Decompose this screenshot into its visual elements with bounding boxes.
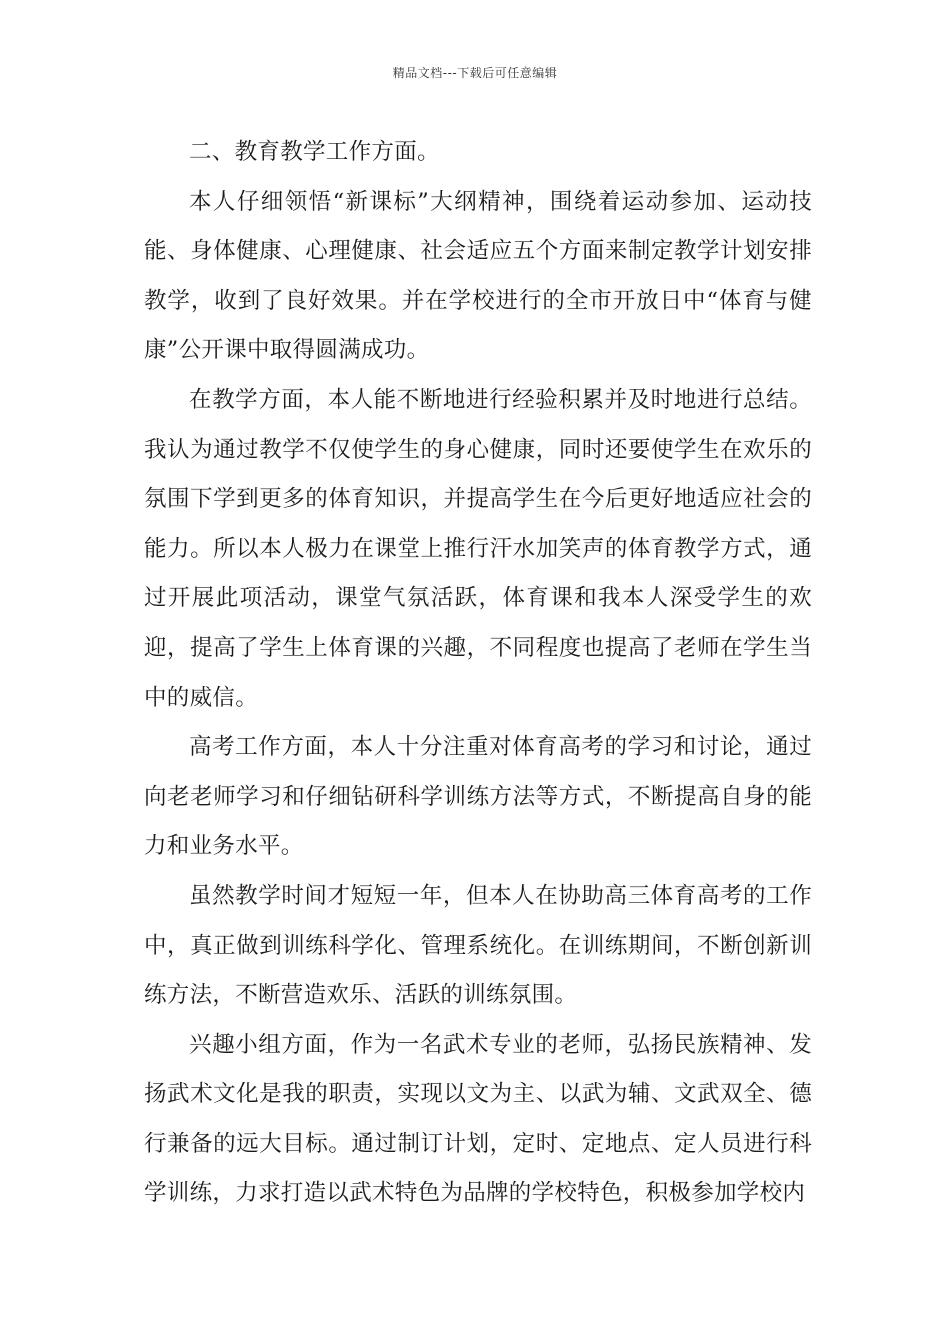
- paragraph-teaching: 在教学方面，本人能不断地进行经验积累并及时地进行总结。我认为通过教学不仅使学生的身心健康，同时还要使学生在欢乐的氛围下学到更多的体育知识，并提高学生在今后更好地适应社会的能力。所以本人极力在课堂上推行汗水加笑声的体育教学方式，通过开展此项活动，课堂气氛活跃，体育课和我本人深受学生的欢迎，提高了学生上体育课的兴趣，不同程度也提高了老师在学生当中的威信。: [144, 386, 812, 711]
- paragraph-training: 虽然教学时间才短短一年，但本人在协助高三体育高考的工作中，真正做到训练科学化、管理系统化。在训练期间，不断创新训练方法，不断营造欢乐、活跃的训练氛围。: [144, 882, 812, 1009]
- document-body: [144, 128, 812, 1219]
- paragraph-curriculum: 本人仔细领悟“新课标”大纲精神，围绕着运动参加、运动技能、身体健康、心理健康、社会适应五个方面来制定教学计划安排教学，收到了良好效果。并在学校进行的全市开放日中“体育与健康”公开课中取得圆满成功。: [144, 188, 812, 364]
- paragraph-interest-group: 兴趣小组方面，作为一名武术专业的老师，弘扬民族精神、发扬武术文化是我的职责，实现以文为主、以武为辅、文武双全、德行兼备的远大目标。通过制订计划，定时、定地点、定人员进行科学训练，力求打造以武术特色为品牌的学校特色，积极参加学校内: [144, 1031, 812, 1207]
- section-heading: 二、教育教学工作方面。: [189, 139, 440, 165]
- page-header: 精品文档---下载后可任意编辑: [392, 66, 558, 80]
- paragraph-exam-work: 高考工作方面，本人十分注重对体育高考的学习和讨论，通过向老老师学习和仔细钻研科学训练方法等方式，不断提高自身的能力和业务水平。: [144, 734, 812, 860]
